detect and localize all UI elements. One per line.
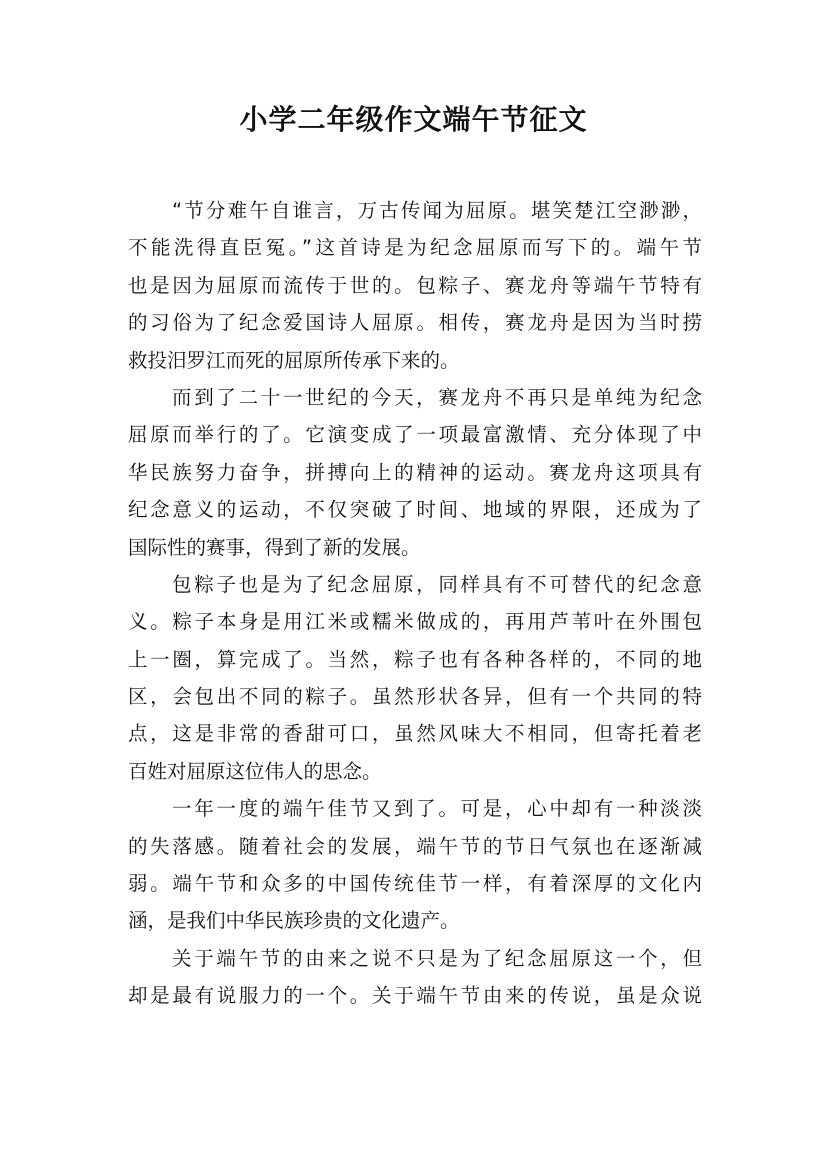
text-line: 而到了二十一世纪的今天，赛龙舟不再只是单纯为纪念 [172,385,702,409]
paragraph-1 [128,192,702,379]
document-body [128,192,702,1015]
paragraph-3 [128,566,702,790]
text-line: 华民族努力奋争，拼搏向上的精神的运动。赛龙舟这项具有 [128,460,702,484]
text-line: 屈原而举行的了。它演变成了一项最富激情、充分体现了中 [128,423,702,447]
paragraph-2 [128,379,702,566]
text-line: 义。粽子本身是用江米或糯米做成的，再用芦苇叶在外围包 [128,610,702,634]
text-line: 弱。端午节和众多的中国传统佳节一样，有着深厚的文化内 [128,872,702,896]
text-line: 纪念意义的运动，不仅突破了时间、地域的界限，还成为了 [128,498,702,522]
text-line: 上一圈，算完成了。当然，粽子也有各种各样的，不同的地 [128,647,702,671]
text-line: 关于端午节的由来之说不只是为了纪念屈原这一个，但 [172,946,702,970]
text-line: “节分难午自谁言，万古传闻为屈原。堪笑楚江空渺渺， [172,199,702,222]
text-line: 的习俗为了纪念爱国诗人屈原。相传，赛龙舟是因为当时捞 [128,311,702,335]
text-line: 点，这是非常的香甜可口，虽然风味大不相同，但寄托着老 [128,722,702,746]
text-line: 救投汨罗江而死的屈原所传承下来的。 [128,348,460,372]
paragraph-4 [128,790,702,940]
document-title: 小学二年级作文端午节征文 [239,103,588,136]
text-line: 区，会包出不同的粽子。虽然形状各异，但有一个共同的特 [128,685,702,709]
text-line: 不能洗得直臣冤。”这首诗是为纪念屈原而写下的。端午节 [128,236,702,260]
text-line: 包粽子也是为了纪念屈原，同样具有不可替代的纪念意 [172,572,702,596]
paragraph-5 [128,940,702,1015]
text-line: 一年一度的端午佳节又到了。可是，心中却有一种淡淡 [172,797,702,821]
text-line: 的失落感。随着社会的发展，端午节的节日气氛也在逐渐减 [128,834,702,858]
text-line: 涵，是我们中华民族珍贵的文化遗产。 [128,909,460,933]
text-line: 百姓对屈原这位伟人的思念。 [128,759,382,783]
text-line: 国际性的赛事，得到了新的发展。 [128,535,421,559]
text-line: 却是最有说服力的一个。关于端午节由来的传说，虽是众说 [128,984,702,1008]
text-line: 也是因为屈原而流传于世的。包粽子、赛龙舟等端午节特有 [128,273,702,297]
